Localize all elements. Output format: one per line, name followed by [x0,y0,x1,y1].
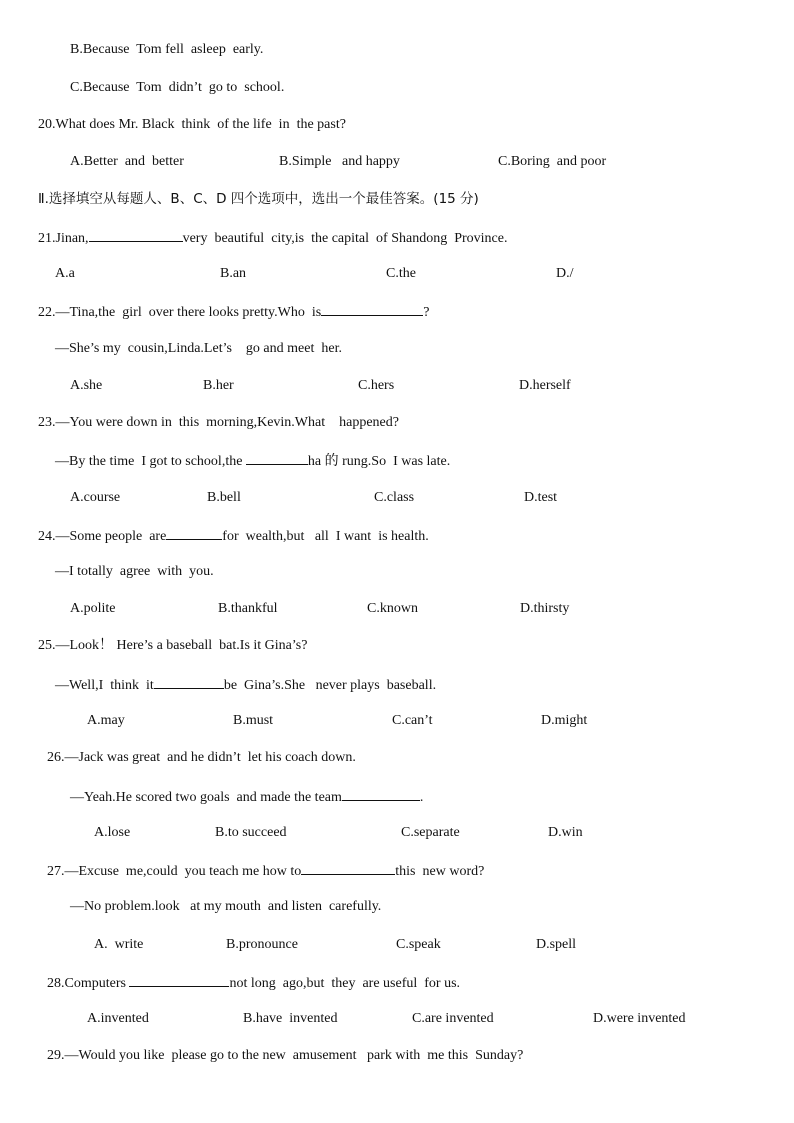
q24-stem-pre: 24.—Some people are [38,529,167,544]
q24-option-b: B.thankful [218,601,278,616]
q25-stem: 25.—Look！ Here’s a baseball bat.Is it Gina’s? [38,638,308,653]
q25-option-d: D.might [541,713,588,728]
q24-stem-post: for wealth,but all I want is health. [222,529,429,544]
q24-blank [166,526,222,540]
q26-option-c: C.separate [401,825,460,840]
q28-option-b: B.have invented [243,1011,338,1026]
q28-blank [129,973,229,987]
q23-option-b: B.bell [207,490,241,505]
q29-stem: 29.—Would you like please go to the new amusement park with me this Sunday? [47,1048,524,1063]
q23-stem: 23.—You were down in this morning,Kevin.What happened? [38,415,399,430]
q23-reply-pre: —By the time I got to school,the [55,454,243,469]
q21-stem-pre: 21.Jinan, [38,231,89,246]
q20-option-a: A.Better and better [70,154,184,169]
q28-stem-post: not long ago,but they are useful for us. [229,976,461,991]
q21-stem-post: very beautiful city,is the capital of Shandong Province. [182,231,508,246]
q23-reply [55,451,450,471]
q23-reply-post: ha 的 rung.So I was late. [307,454,451,469]
q25-option-a: A.may [87,713,125,728]
q28-option-c: C.are invented [412,1011,494,1026]
q28-stem-pre: 28.Computers [47,976,126,991]
q23-option-c: C.class [374,490,415,505]
q27-option-b: B.pronounce [226,937,298,952]
q22-option-a: A.she [70,378,103,393]
q27-stem [47,861,484,881]
q23-blank [246,451,308,465]
q28-option-a: A.invented [87,1011,149,1026]
q25-reply-post: be Gina’s.She never plays baseball. [223,678,437,693]
q26-option-a: A.lose [94,825,131,840]
q28-option-d: D.were invented [593,1011,686,1026]
q25-reply-pre: —Well,I think it [55,678,154,693]
q25-reply [55,675,436,695]
q22-blank [321,302,423,316]
q21-option-a: A.a [55,266,75,281]
q27-stem-post: this new word? [395,864,485,879]
q24-option-d: D.thirsty [520,601,570,616]
q22-reply: —She’s my cousin,Linda.Let’s go and meet her. [55,341,342,356]
q26-stem: 26.—Jack was great and he didn’t let his coach down. [47,750,356,765]
q28-stem [47,973,460,993]
q26-reply [70,787,423,807]
q27-blank [301,861,395,875]
q25-blank [154,675,224,689]
q22-stem-post: ? [423,305,430,320]
q27-option-c: C.speak [396,937,441,952]
q19-option-c: C.Because Tom didn’t go to school. [70,80,285,95]
q23-option-d: D.test [524,490,558,505]
q22-stem [38,302,429,322]
q26-blank [342,787,420,801]
q21-option-c: C.the [386,266,416,281]
q21-stem [38,228,507,248]
q20-option-c: C.Boring and poor [498,154,607,169]
q26-reply-pre: —Yeah.He scored two goals and made the team [70,790,342,805]
q26-reply-post: . [419,790,424,805]
q22-option-c: C.hers [358,378,395,393]
q24-option-c: C.known [367,601,418,616]
q26-option-d: D.win [548,825,583,840]
q26-option-b: B.to succeed [215,825,287,840]
q24-reply: —I totally agree with you. [55,564,214,579]
q27-reply: —No problem.look at my mouth and listen carefully. [70,899,382,914]
q20-stem: 20.What does Mr. Black think of the life in the past? [38,117,346,132]
q20-option-b: B.Simple and happy [279,154,400,169]
q21-option-b: B.an [220,266,247,281]
q22-option-b: B.her [203,378,234,393]
q23-option-a: A.course [70,490,121,505]
section-heading: Ⅱ.选择填空从每题人、B、C、D 四个选项中，选出一个最佳答案。(15 分) [38,191,479,207]
q21-blank [89,228,183,242]
q22-option-d: D.herself [519,378,571,393]
q25-option-c: C.can’t [392,713,433,728]
q22-stem-pre: 22.—Tina,the girl over there looks pretty.Who is [38,305,322,320]
q24-stem [38,526,429,546]
q21-option-d: D./ [556,266,574,281]
q19-option-b: B.Because Tom fell asleep early. [70,42,264,57]
q25-option-b: B.must [233,713,274,728]
q27-option-a: A. write [94,937,144,952]
q27-stem-pre: 27.—Excuse me,could you teach me how to [47,864,302,879]
q24-option-a: A.polite [70,601,116,616]
q27-option-d: D.spell [536,937,577,952]
